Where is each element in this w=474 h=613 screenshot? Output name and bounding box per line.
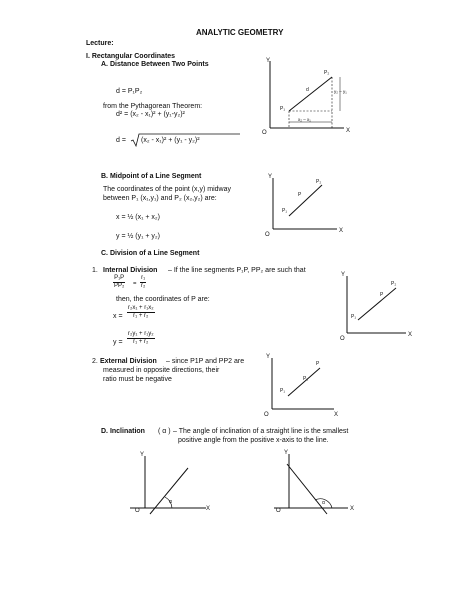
x-axis-label: X — [206, 506, 211, 512]
y-axis-label: Y — [266, 354, 271, 360]
equation-distance-sqrt-radicand: (x₂ - x₁)² + (y₁ - y₂)² — [141, 137, 200, 144]
section-heading: I. Rectangular Coordinates — [86, 53, 176, 60]
equation-distance-sqrt-left: d = — [116, 137, 126, 144]
external-division-line2: measured in opposite directions, their — [103, 367, 220, 374]
point-p2-label: P₂ — [391, 281, 397, 287]
external-division-label: External Division — [100, 358, 157, 365]
lecture-label: Lecture: — [86, 40, 114, 47]
inclination-alpha-symbol: ( α ) — [158, 428, 171, 435]
item-number-1: 1. — [92, 267, 98, 274]
figure-inclination-positive — [128, 446, 238, 516]
x-axis-label: X — [334, 412, 339, 418]
figure-inclination-obtuse — [270, 446, 380, 516]
point-p1-label: P₁ — [282, 208, 288, 214]
equation-midpoint-x: x = ½ (x₁ + x₂) — [116, 214, 160, 221]
external-division-line3: ratio must be negative — [103, 376, 172, 383]
point-p-label: P — [298, 192, 302, 198]
point-p2-label: P₂ — [316, 179, 322, 185]
figure-distance — [258, 56, 358, 136]
dy-label: y₂ – y₁ — [334, 89, 347, 94]
pythagorean-text: from the Pythagorean Theorem: — [103, 103, 203, 110]
equation-internal-y-left: y = — [113, 339, 123, 346]
inclination-text-line2: positive angle from the positive x-axis to the line. — [178, 437, 329, 444]
x-axis-label: X — [350, 506, 355, 512]
figure-external-division — [262, 352, 352, 422]
equation-internal-x-left: x = — [113, 313, 123, 320]
origin-label: O — [276, 508, 281, 514]
point-p-label: P — [316, 361, 320, 367]
y-axis-label: Y — [284, 450, 289, 456]
y-axis-label: Y — [268, 174, 273, 180]
inclination-text-line1: – The angle of inclination of a straight line is the smallest — [173, 428, 349, 435]
external-division-text: – since P1P and PP2 are — [166, 358, 245, 365]
equation-internal-x-fraction: $\frac{\text{r₂x₁ + r₁x₂}}{\text{r₁ + r₂}}$ — [128, 305, 154, 319]
dx-label: x₂ – x₁ — [298, 117, 311, 122]
origin-label: O — [135, 508, 140, 514]
figure-internal-division — [338, 270, 428, 345]
point-p2-label: P₂ — [324, 70, 330, 76]
y-axis-label: Y — [140, 452, 145, 458]
subsection-heading-distance: A. Distance Between Two Points — [101, 61, 209, 68]
subsection-heading-inclination: D. Inclination — [101, 428, 145, 435]
segment-p1-p2 — [289, 185, 322, 216]
inclined-line — [150, 468, 188, 514]
subsection-heading-midpoint: B. Midpoint of a Line Segment — [101, 173, 202, 180]
internal-division-label: Internal Division — [103, 267, 158, 274]
point-p1-label: P₁ — [280, 106, 286, 112]
midpoint-text-line1: The coordinates of the point (x,y) midway — [103, 186, 232, 193]
equation-distance-squared: d² = (x₂ - x₁)² + (y₁-y₂)² — [116, 111, 185, 118]
equation-midpoint-y: y = ½ (y₁ + y₂) — [116, 233, 160, 240]
point-p2-label: P₂ — [303, 376, 309, 382]
y-axis-label: Y — [341, 272, 346, 278]
ratio-equals: = — [133, 281, 137, 287]
origin-label: O — [340, 336, 345, 342]
origin-label: O — [265, 232, 270, 238]
figure-midpoint — [265, 170, 355, 240]
then-text: then, the coordinates of P are: — [116, 296, 210, 303]
y-axis-label: Y — [266, 58, 271, 64]
equation-distance: d = P₁P₂ — [116, 88, 143, 95]
distance-label: d — [306, 87, 309, 93]
x-axis-label: X — [346, 128, 351, 134]
angle-alpha-label: α — [322, 500, 325, 506]
ratio-right: $\frac{\text{r₁}}{\text{r₂}}$ — [141, 275, 146, 289]
angle-alpha-label: α — [169, 499, 172, 505]
page-title: ANALYTIC GEOMETRY — [196, 28, 284, 37]
equation-internal-y-fraction: $\frac{\text{r₂y₁ + r₁y₂}}{\text{r₁ + r₂}}$ — [128, 331, 154, 345]
x-axis-label: X — [408, 332, 413, 338]
point-p1-label: P₁ — [280, 388, 286, 394]
midpoint-text-line2: between P₁ (x₁,y₁) and P₂ (x₂,y₂) are: — [103, 195, 217, 202]
ratio-left: $\frac{\text{P₁P}}{\text{PP₂}}$ — [114, 275, 125, 289]
point-p-label: P — [380, 292, 384, 298]
point-p1-label: P₁ — [351, 314, 357, 320]
internal-division-text: – If the line segments P₁P, PP₂ are such that — [168, 267, 306, 274]
origin-label: O — [262, 130, 267, 136]
segment-p1-p2 — [358, 288, 396, 320]
inclined-line — [287, 464, 327, 514]
x-axis-label: X — [339, 228, 344, 234]
origin-label: O — [264, 412, 269, 418]
item-number-2: 2. — [92, 358, 98, 365]
segment-p1-p2 — [289, 77, 332, 111]
subsection-heading-division: C. Division of a Line Segment — [101, 250, 200, 257]
segment-p1-p — [288, 368, 320, 396]
